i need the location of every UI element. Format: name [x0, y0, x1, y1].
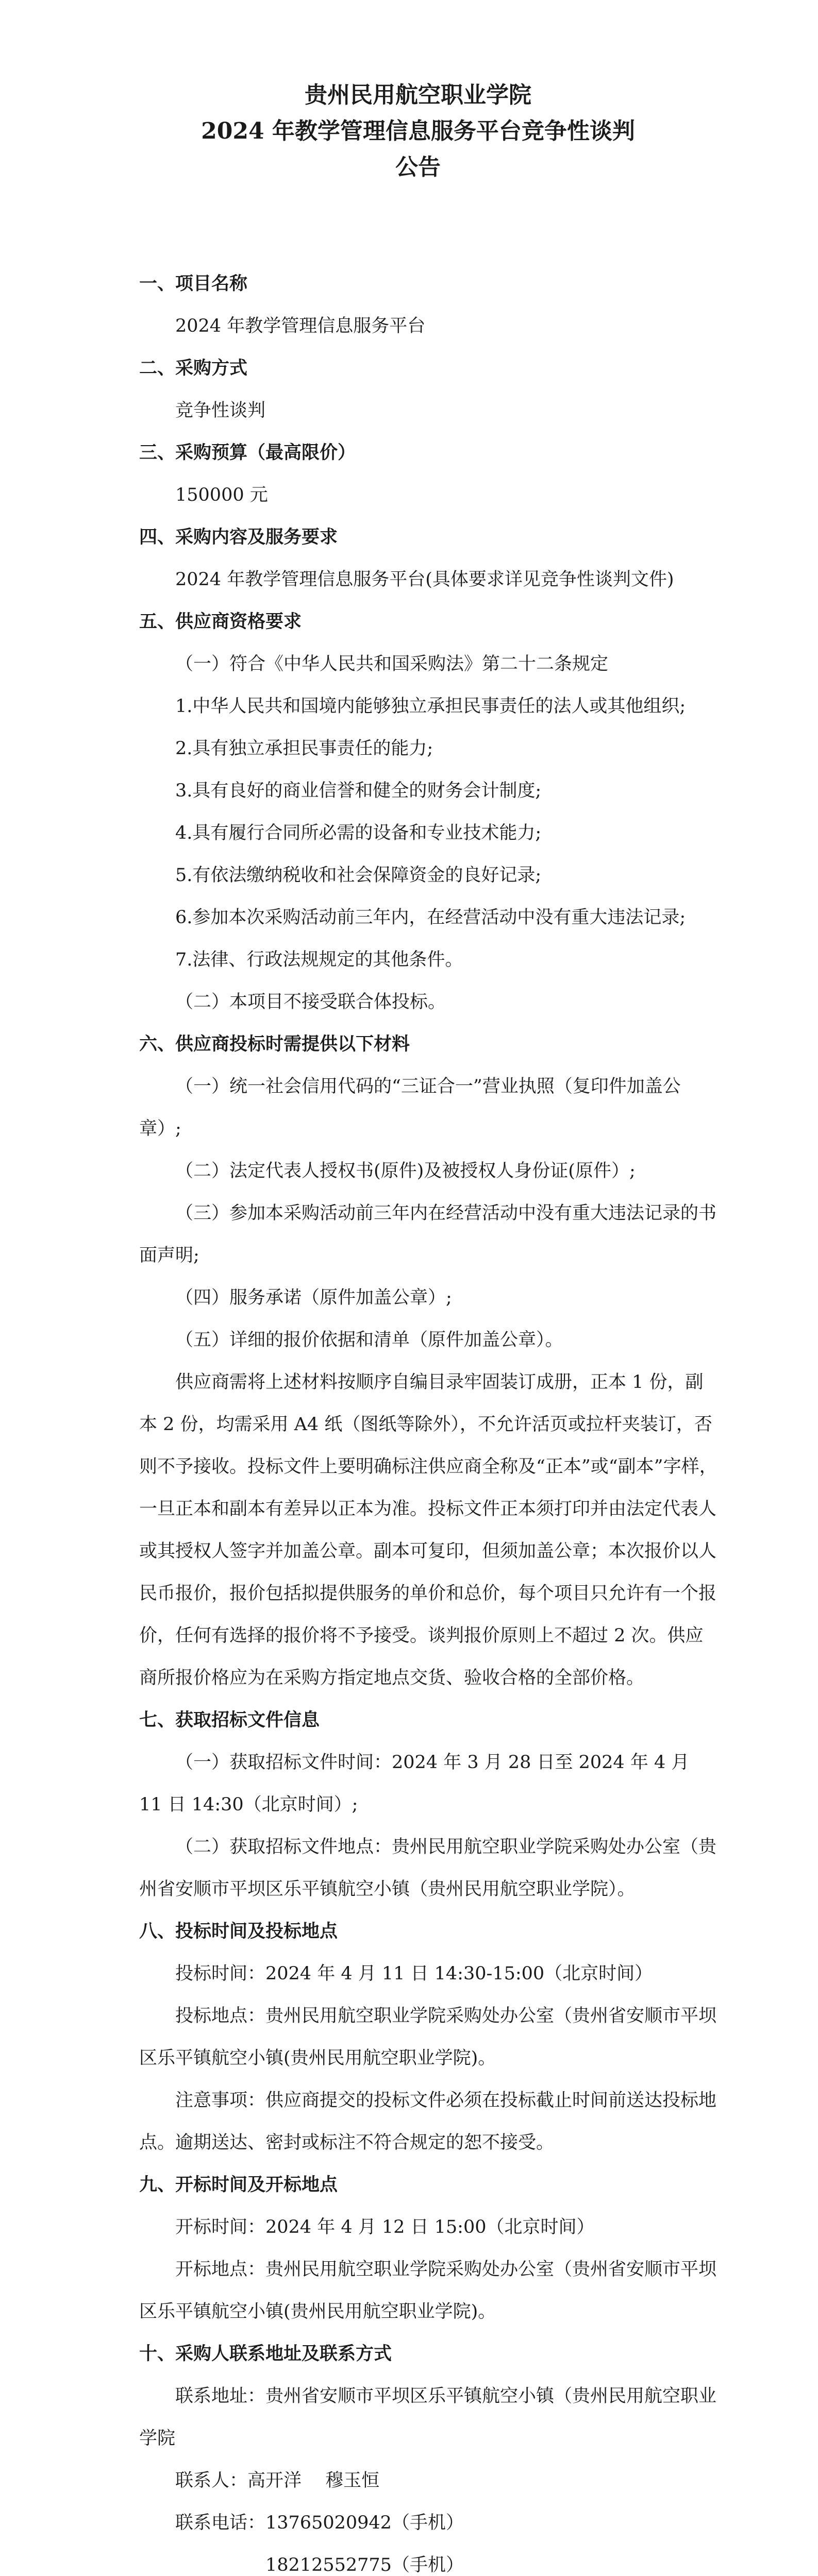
section-heading-1: 一、项目名称 — [139, 273, 248, 294]
section-heading-4: 四、采购内容及服务要求 — [139, 527, 338, 548]
section-5-para-7: 6.参加本次采购活动前三年内，在经营活动中没有重大违法记录; — [175, 907, 686, 928]
section-5-para-9: （二）本项目不接受联合体投标。 — [175, 992, 446, 1012]
section-heading-10: 十、采购人联系地址及联系方式 — [139, 2343, 392, 2364]
section-5-para-6: 5.有依法缴纳税收和社会保障资金的良好记录; — [175, 865, 542, 886]
section-heading-9: 九、开标时间及开标地点 — [139, 2174, 338, 2195]
document-body — [139, 263, 717, 2576]
section-8-para-3: 注意事项：供应商提交的投标文件必须在投标截止时间前送达投标地点。逾期送达、密封或标注不符合规定的恕不接受。 — [139, 2090, 717, 2153]
section-10-para-4: 18212552775（手机） — [175, 2555, 464, 2575]
section-1-para-1: 2024 年教学管理信息服务平台 — [175, 316, 426, 336]
section-5-para-8: 7.法律、行政法规规定的其他条件。 — [175, 950, 463, 970]
section-6-para-2: （二）法定代表人授权书(原件)及被授权人身份证(原件）; — [175, 1161, 636, 1181]
section-10-para-3: 联系电话：13765020942（手机） — [175, 2513, 464, 2533]
section-8-para-1: 投标时间：2024 年 4 月 11 日 14:30-15:00（北京时间） — [175, 1963, 653, 1984]
section-heading-2: 二、采购方式 — [139, 358, 248, 379]
section-10-para-2: 联系人：高开洋 穆玉恒 — [175, 2470, 380, 2491]
section-5-para-1: （一）符合《中华人民共和国采购法》第二十二条规定 — [175, 654, 609, 674]
section-6-para-1: （一）统一社会信用代码的“三证合一”营业执照（复印件加盖公章）; — [139, 1076, 681, 1139]
title-line-3: 公告 — [395, 154, 441, 180]
section-heading-5: 五、供应商资格要求 — [139, 611, 302, 632]
section-7-para-2: （二）获取招标文件地点：贵州民用航空职业学院采购处办公室（贵州省安顺市平坝区乐平镇航空小镇（贵州民用航空职业学院）。 — [139, 1837, 717, 1900]
section-5-para-3: 2.具有独立承担民事责任的能力; — [175, 738, 433, 759]
section-6-para-4: （四）服务承诺（原件加盖公章）; — [175, 1287, 452, 1308]
section-9-para-2: 开标地点：贵州民用航空职业学院采购处办公室（贵州省安顺市平坝区乐平镇航空小镇(贵州民用航空职业学院)。 — [139, 2259, 717, 2322]
section-4-para-1: 2024 年教学管理信息服务平台(具体要求详见竞争性谈判文件) — [175, 569, 674, 590]
section-heading-7: 七、获取招标文件信息 — [139, 1709, 320, 1731]
title-line-2: 2024 年教学管理信息服务平台竞争性谈判 — [201, 118, 635, 144]
section-7-para-1: （一）获取招标文件时间：2024 年 3 月 28 日至 2024 年 4 月 11 日 14:30（北京时间）; — [139, 1752, 690, 1815]
section-heading-6: 六、供应商投标时需提供以下材料 — [139, 1033, 410, 1055]
document-title — [139, 77, 717, 185]
section-6-para-3: （三）参加本采购活动前三年内在经营活动中没有重大违法记录的书面声明; — [139, 1203, 717, 1266]
section-5-para-2: 1.中华人民共和国境内能够独立承担民事责任的法人或其他组织; — [175, 696, 686, 717]
section-8-para-2: 投标地点：贵州民用航空职业学院采购处办公室（贵州省安顺市平坝区乐平镇航空小镇(贵州民用航空职业学院)。 — [139, 2006, 717, 2069]
section-6-para-6: 供应商需将上述材料按顺序自编目录牢固装订成册，正本 1 份，副本 2 份，均需采用 A4 纸（图纸等除外），不允许活页或拉杆夹装订，否则不予接收。投标文件上要明确标注供应商全称及“正本”或“副本”字样，一旦正本和副本有差异以正本为准。投标文件正本须打印并由法定代表人或其授权人签字并加盖公章。副本可复印，但须加盖公章；本次报价以人民币报价，报价包括拟提供服务的单价和总价，每个项目只允许有一个报价，任何有选择的报价将不予接受。谈判报价原则上不超过 2 次。供应商所报价格应为在采购方指定地点交货、验收合格的全部价格。 — [139, 1372, 717, 1688]
section-10-para-1: 联系地址：贵州省安顺市平坝区乐平镇航空小镇（贵州民用航空职业学院 — [139, 2386, 717, 2449]
section-5-para-4: 3.具有良好的商业信誉和健全的财务会计制度; — [175, 781, 542, 801]
section-3-para-1: 150000 元 — [175, 485, 268, 505]
section-5-para-5: 4.具有履行合同所必需的设备和专业技术能力; — [175, 823, 542, 843]
section-2-para-1: 竞争性谈判 — [175, 400, 266, 421]
section-heading-8: 八、投标时间及投标地点 — [139, 1921, 338, 1942]
section-9-para-1: 开标时间：2024 年 4 月 12 日 15:00（北京时间） — [175, 2217, 595, 2238]
section-heading-3: 三、采购预算（最高限价） — [139, 442, 356, 463]
title-line-1: 贵州民用航空职业学院 — [305, 82, 531, 108]
section-6-para-5: （五）详细的报价依据和清单（原件加盖公章）。 — [175, 1330, 563, 1350]
